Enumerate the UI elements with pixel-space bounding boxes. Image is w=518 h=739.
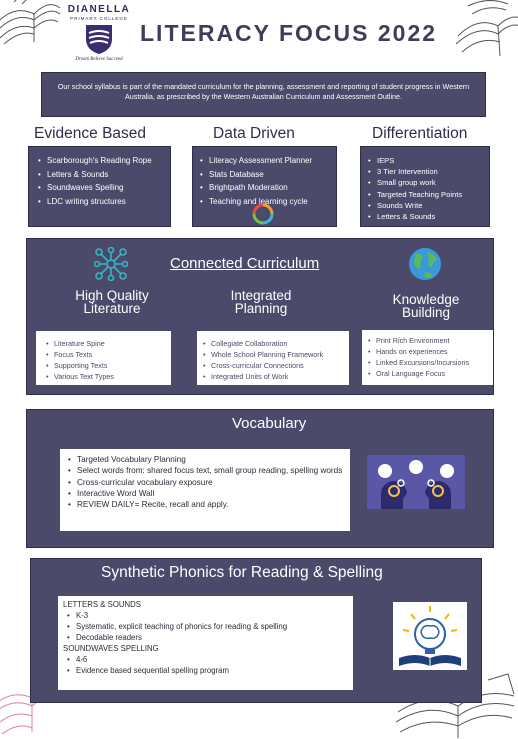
school-subtitle: PRIMARY COLLEGE <box>70 16 128 21</box>
network-nodes-icon <box>94 247 128 286</box>
list-item: • Cross-curricular Connections <box>201 360 349 371</box>
list-item: • Hands on experiences <box>366 346 493 357</box>
list-item: • Small group work <box>367 177 489 188</box>
data-driven-heading: Data Driven <box>213 125 295 142</box>
knowledge-building-heading <box>378 293 474 319</box>
list-item: • Cross-curricular vocabulary exposure <box>60 477 350 488</box>
cycle-arrows-icon <box>252 203 274 227</box>
list-item: • Literature Spine <box>44 338 171 349</box>
heading-line: Building <box>401 305 451 320</box>
list-item: • Soundwaves Spelling <box>37 181 170 195</box>
heading-line: Integrated <box>230 288 292 303</box>
page-title: LITERACY FOCUS 2022 <box>140 20 438 46</box>
phonics-heading: Synthetic Phonics for Reading & Spelling <box>101 564 383 581</box>
school-motto: Dream Believe Succeed <box>75 57 123 62</box>
list-item: • 4-6 <box>58 654 353 665</box>
list-item: • Focus Texts <box>44 349 171 360</box>
list-item: • Integrated Units of Work <box>201 371 349 382</box>
list-item: • Print Rich Environment <box>366 335 493 346</box>
list-item: • Targeted Vocabulary Planning <box>60 454 350 465</box>
list-item: • Teaching and learning cycle <box>199 195 336 209</box>
phonics-box <box>58 596 353 690</box>
list-item: • Linked Excursions/Incursions <box>366 357 493 368</box>
list-item: • Evidence based sequential spelling program <box>58 665 353 676</box>
list-item: • Various Text Types <box>44 371 171 382</box>
vocabulary-box <box>60 449 350 531</box>
letters-sounds-label: LETTERS & SOUNDS <box>63 600 141 609</box>
list-item: • Systematic, explicit teaching of phonics for reading & spelling <box>58 621 353 632</box>
school-name: DIANELLA <box>67 4 131 15</box>
list-item: • IEPS <box>367 155 489 166</box>
list-item: • 3 Tier Intervention <box>367 166 489 177</box>
list-item: • Targeted Teaching Points <box>367 189 489 200</box>
heading-line: Literature <box>83 301 141 316</box>
heading-line: High Quality <box>75 288 149 303</box>
school-shield-logo-icon <box>84 23 114 55</box>
list-item: • Brightpath Moderation <box>199 181 336 195</box>
vocabulary-heading: Vocabulary <box>232 415 307 432</box>
list-item: • Decodable readers <box>58 632 353 643</box>
literature-box <box>36 331 171 385</box>
list-item: • LDC writing structures <box>37 195 170 209</box>
integrated-planning-heading <box>214 289 308 315</box>
evidence-based-heading: Evidence Based <box>34 125 147 142</box>
connected-curriculum-heading: Connected Curriculum <box>170 255 320 272</box>
list-item: • K-3 <box>58 610 353 621</box>
planning-box <box>197 331 349 385</box>
high-quality-literature-heading <box>64 289 160 315</box>
school-logo <box>62 4 136 62</box>
list-item: • Sounds Write <box>367 200 489 211</box>
soundwaves-spelling-label: SOUNDWAVES SPELLING <box>63 644 159 653</box>
list-item: • Letters & Sounds <box>367 211 489 222</box>
list-item: • Scarborough's Reading Rope <box>37 154 170 168</box>
differentiation-box <box>360 146 490 227</box>
list-item: • Supporting Texts <box>44 360 171 371</box>
list-item: • Stats Database <box>199 168 336 182</box>
open-book-sketch-icon <box>0 0 64 54</box>
list-item: • Select words from: shared focus text, small group reading, spelling words <box>60 465 350 476</box>
list-item: • Literacy Assessment Planner <box>199 154 336 168</box>
open-book-sketch-icon <box>448 0 518 66</box>
data-driven-box <box>192 146 337 227</box>
differentiation-heading: Differentiation <box>372 125 468 142</box>
heading-line: Knowledge <box>392 292 460 307</box>
heading-line: Planning <box>234 301 288 316</box>
book-brain-lightbulb-icon <box>393 602 467 670</box>
list-item: • Whole School Planning Framework <box>201 349 349 360</box>
intro-paragraph: Our school syllabus is part of the mandated curriculum for the planning, assessment and reporting of student progress in Western Australia, as prescribed by the Western Australian Curriculum and Assessment Outline. <box>41 72 486 117</box>
evidence-based-box <box>28 146 171 227</box>
knowledge-box <box>362 330 493 385</box>
list-item: • REVIEW DAILY= Recite, recall and apply. <box>60 499 350 510</box>
brain-gears-icon <box>367 455 465 509</box>
globe-icon <box>407 246 443 287</box>
list-item: • Oral Language Focus <box>366 368 493 379</box>
list-item: • Collegiate Collaboration <box>201 338 349 349</box>
list-item: • Interactive Word Wall <box>60 488 350 499</box>
list-item: • Letters & Sounds <box>37 168 170 182</box>
